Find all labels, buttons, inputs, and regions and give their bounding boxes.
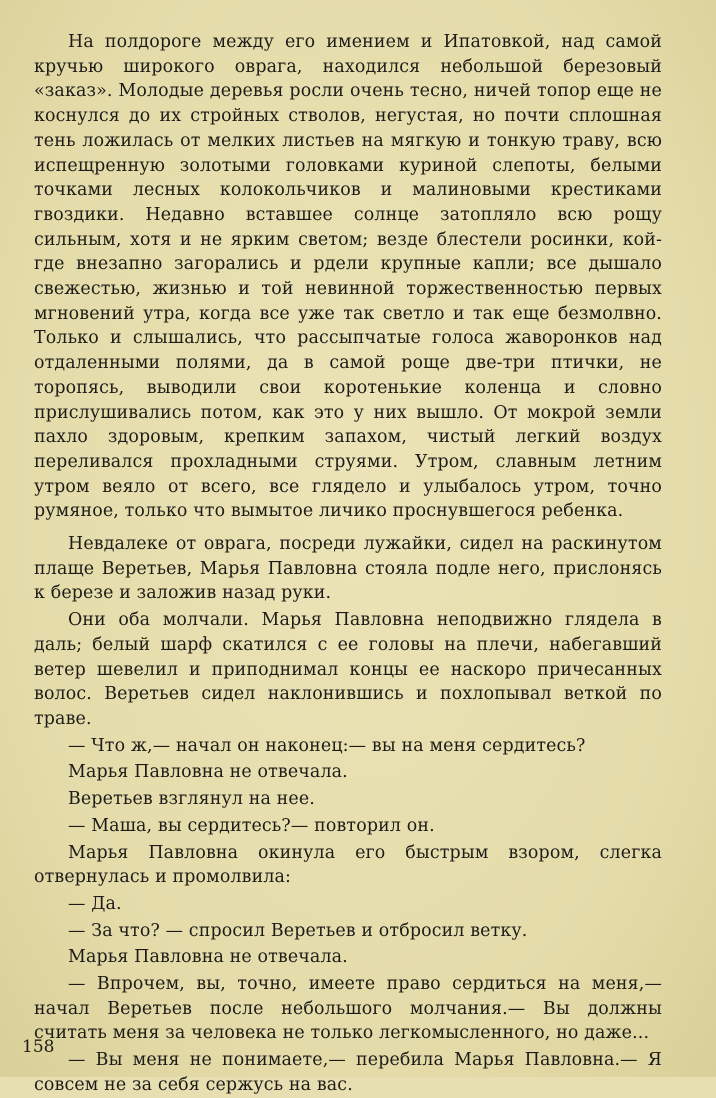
dialogue-line: — Впрочем, вы, точно, имеете право сердиться на меня,— начал Веретьев после небольшого молчания.— Вы должны считать меня за человека не только легкомысленного, но даже...: [34, 974, 662, 1044]
dialogue-line: Марья Павловна не отвечала.: [68, 762, 348, 783]
dialogue-line: — Вы меня не понимаете,— перебила Марья Павловна.— Я совсем не за себя сержусь на вас.: [34, 1050, 662, 1095]
page-number: 158: [22, 1037, 55, 1057]
dialogue-line: Марья Павловна окинула его быстрым взором, слегка отвернулась и промолвила:: [34, 842, 662, 888]
dialogue-line: Марья Павловна не отвечала.: [68, 947, 348, 968]
dialogue-line: — Да.: [68, 893, 122, 914]
dialogue-line: Веретьев взглянул на нее.: [68, 789, 315, 810]
dialogue-line: — Маша, вы сердитесь?— повторил он.: [68, 815, 435, 836]
paragraph-silence: Они оба молчали. Марья Павловна неподвижно глядела в даль; белый шарф скатился с ее головы на плечи, набегавший ветер шевелил и приподнимал концы ее наскоро причесанных волос. Веретьев сидел наклонившись и похлопывал веткой по траве.: [34, 610, 662, 729]
paragraph-birch-grove: На полдороге между его имением и Ипатовкой, над самой кручью широкого оврага, находился небольшой березовый «заказ». Молодые деревья росли очень тесно, ничей топор еще не коснулся до их стройных стволов, негустая, но почти сплошная тень ложилась от мелких листьев на мягкую и тонкую траву, всю испещренную золотыми головками куриной слепоты, белыми точками лесных колокольчиков и малиновыми крестиками гвоздики. Недавно вставшее солнце затопляло всю рощу сильным, хотя и не ярким светом; везде блестели росинки, кой-где внезапно загорались и рдели крупные капли; все дышало свежестью, жизнью и той невинной торжественностью первых мгновений утра, когда все уже так светло и так еще безмолвно. Только и слышались, что рассыпчатые голоса жаворонков над отдаленными полями, да в самой роще две-три птички, не торопясь, выводили свои коротенькие коленца и словно прислушивались потом, как это у них вышло. От мокрой земли пахло здоровым, крепким запахом, чистый легкий воздух переливался прохладными струями. Утром, славным летним утром веяло от всего, все глядело и улыбалось утром, точно румяное, только что вымытое личико проснувшегося ребенка.: [34, 32, 662, 522]
dialogue-line: — За что? — спросил Веретьев и отбросил ветку.: [68, 920, 528, 941]
paragraph-veretev-sitting: Невдалеке от оврага, посреди лужайки, сидел на раскинутом плаще Веретьев, Марья Павловна стояла подле него, прислонясь к березе и заложив назад руки.: [34, 534, 662, 604]
dialogue-line: — Что ж,— начал он наконец:— вы на меня сердитесь?: [68, 735, 586, 756]
body-text: [34, 30, 662, 1098]
